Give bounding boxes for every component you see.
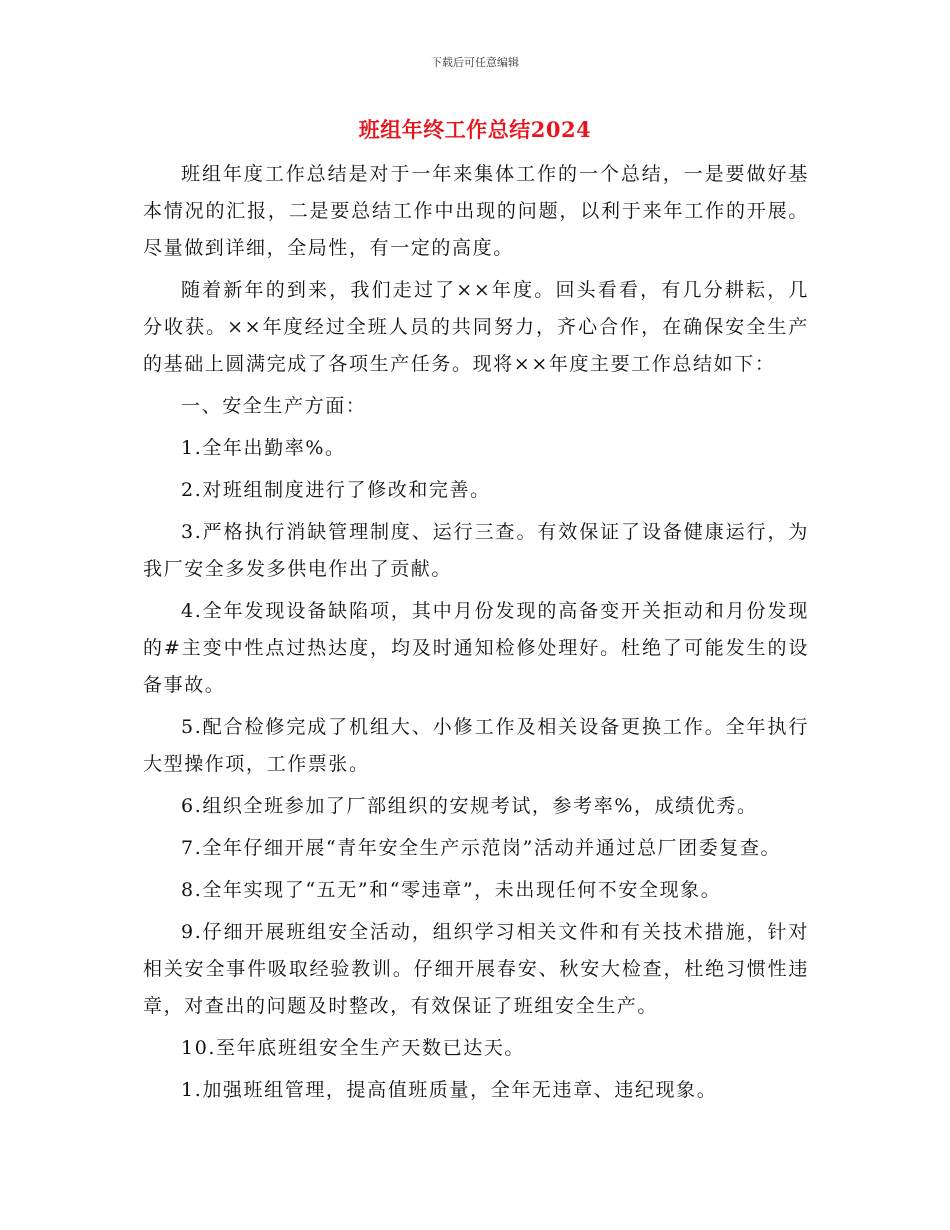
list-item-4: 4.全年发现设备缺陷项，其中月份发现的高备变开关拒动和月份发现的#主变中性点过热达度，均及时通知检修处理好。杜绝了可能发生的设备事故。 [143, 600, 809, 696]
section-heading-safety: 一、安全生产方面： [181, 395, 367, 417]
list-item-10: 10.至年底班组安全生产天数已达天。 [181, 1037, 526, 1059]
document-title: 班组年终工作总结2024 [358, 117, 592, 142]
paragraph-overview: 随着新年的到来，我们走过了××年度。回头看看，有几分耕耘，几分收获。××年度经过全班人员的共同努力，齐心合作，在确保安全生产的基础上圆满完成了各项生产任务。现将××年度主要工作总结如下： [143, 279, 809, 375]
paragraph-intro: 班组年度工作总结是对于一年来集体工作的一个总结，一是要做好基本情况的汇报，二是要总结工作中出现的问题，以利于来年工作的开展。尽量做到详细，全局性，有一定的高度。 [143, 163, 809, 259]
list-item-7: 7.全年仔细开展“青年安全生产示范岗”活动并通过总厂团委复查。 [181, 837, 782, 859]
list-item-9: 9.仔细开展班组安全活动，组织学习相关文件和有关技术措施，针对相关安全事件吸取经验教训。仔细开展春安、秋安大检查，杜绝习惯性违章，对查出的问题及时整改，有效保证了班组安全生产。 [143, 921, 809, 1017]
list-item-11: 1.加强班组管理，提高值班质量，全年无违章、违纪现象。 [181, 1079, 718, 1101]
list-item-6: 6.组织全班参加了厂部组织的安规考试，参考率%，成绩优秀。 [181, 795, 758, 817]
header-note: 下载后可任意编辑 [431, 56, 519, 69]
document-body [143, 156, 809, 1114]
list-item-3: 3.严格执行消缺管理制度、运行三查。有效保证了设备健康运行，为我厂安全多发多供电作出了贡献。 [143, 521, 809, 580]
list-item-1: 1.全年出勤率%。 [181, 437, 346, 459]
list-item-5: 5.配合检修完成了机组大、小修工作及相关设备更换工作。全年执行大型操作项，工作票张。 [143, 716, 809, 775]
list-item-2: 2.对班组制度进行了修改和完善。 [181, 479, 491, 501]
list-item-8: 8.全年实现了“五无”和“零违章”，未出现任何不安全现象。 [181, 879, 722, 901]
